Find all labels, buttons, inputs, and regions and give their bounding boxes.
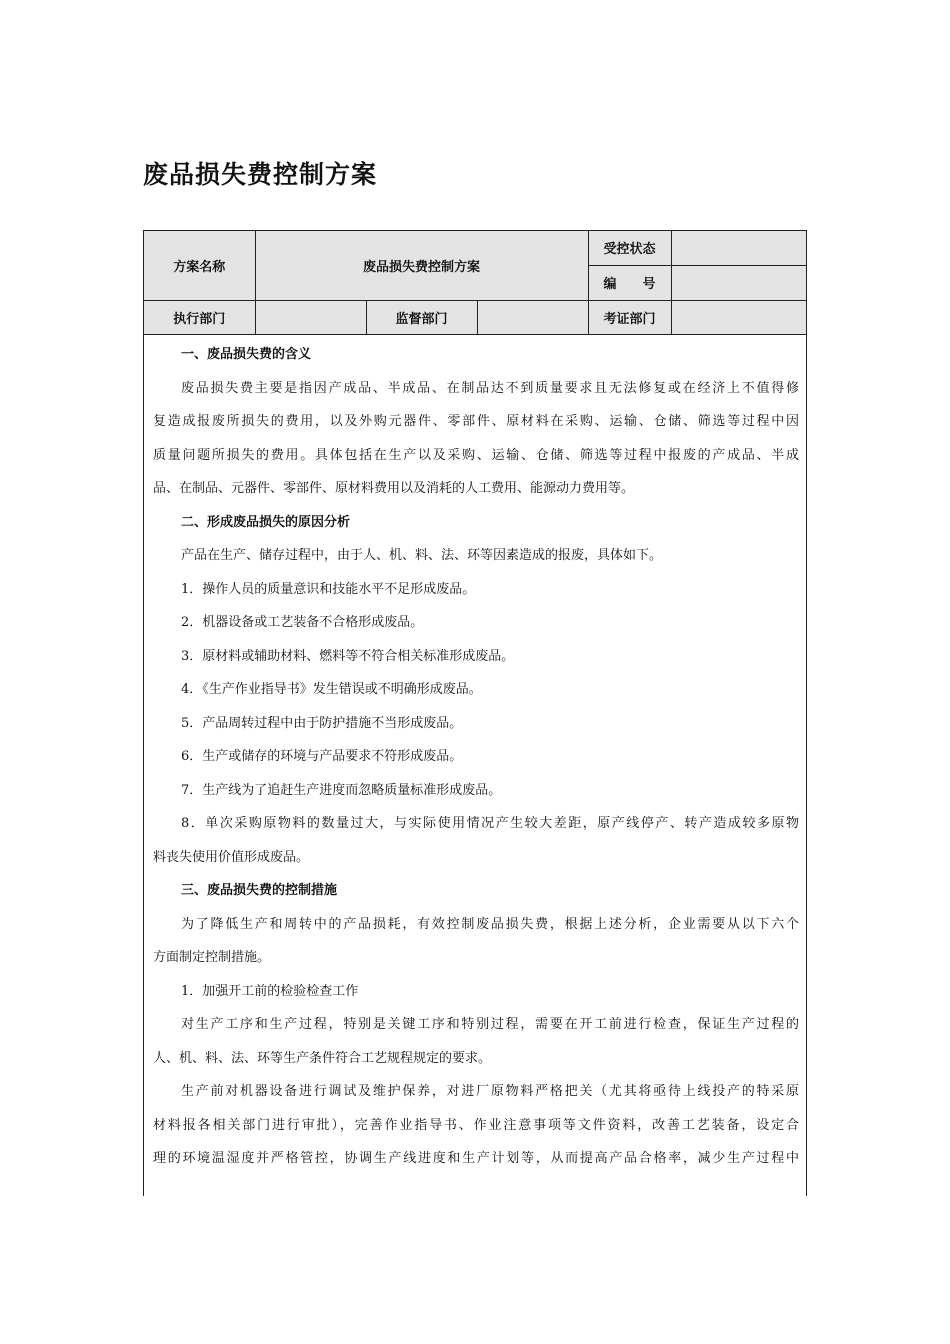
paragraph-line: 料丧失使用价值形成废品。: [153, 849, 310, 865]
paragraph-line: 废品损失费主要是指因产成品、半成品、在制品达不到质量要求且无法修复或在经济上不值得修: [181, 380, 799, 396]
list-item: 8．单次采购原物料的数量过大，与实际使用情况产生较大差距，原产线停产、转产造成较多原物: [181, 816, 799, 831]
list-item: 1．操作人员的质量意识和技能水平不足形成废品。: [181, 581, 476, 597]
paragraph-line: 为了降低生产和周转中的产品损耗，有效控制废品损失费，根据上述分析，企业需要从以下六个: [181, 916, 799, 932]
paragraph-line: 方面制定控制措施。: [153, 950, 271, 965]
measure-heading: 1．加强开工前的检验检查工作: [181, 983, 359, 999]
supervise-dept-value[interactable]: [477, 301, 588, 335]
supervise-dept-label: 监督部门: [366, 301, 477, 335]
number-value[interactable]: [671, 265, 806, 300]
list-item: 3．原材料或辅助材料、燃料等不符合相关标准形成废品。: [181, 648, 515, 664]
list-item: 6．生产或储存的环境与产品要求不符形成废品。: [181, 749, 463, 764]
number-label: 编 号: [588, 265, 671, 300]
page-title: 废品损失费控制方案: [143, 160, 378, 189]
control-status-label: 受控状态: [588, 231, 671, 265]
verify-dept-value[interactable]: [671, 301, 806, 335]
verify-dept-label: 考证部门: [588, 301, 671, 335]
plan-name-label: 方案名称: [144, 231, 255, 301]
list-item: 4．《生产作业指导书》发生错误或不明确形成废品。: [181, 682, 482, 697]
list-item: 5．产品周转过程中由于防护措施不当形成废品。: [181, 715, 463, 731]
plan-form: [143, 230, 807, 1196]
paragraph-line: 人、机、料、法、环等生产条件符合工艺规程规定的要求。: [153, 1050, 492, 1066]
paragraph-line: 品、在制品、元器件、零部件、原材料费用以及消耗的人工费用、能源动力费用等。: [153, 481, 635, 496]
section-2-heading: 二、形成废品损失的原因分析: [181, 514, 351, 530]
paragraph-line: 理的环境温湿度并严格管控，协调生产线进度和生产计划等，从而提高产品合格率，减少生产过程中: [153, 1151, 799, 1166]
list-item: 7．生产线为了追赶生产进度而忽略质量标准形成废品。: [181, 782, 502, 798]
paragraph-line: 材料报各相关部门进行审批），完善作业指导书、作业注意事项等文件资料，改善工艺装备，设定合: [153, 1117, 799, 1133]
paragraph-line: 复造成报废所损失的费用，以及外购元器件、零部件、原材料在采购、运输、仓储、筛选等过程中因: [153, 414, 799, 429]
plan-content: [153, 338, 799, 1176]
exec-dept-label: 执行部门: [144, 301, 255, 335]
plan-header-table: [144, 231, 806, 335]
plan-name-value: 废品损失费控制方案: [255, 231, 588, 301]
control-status-value[interactable]: [671, 231, 806, 265]
paragraph-line: 质量问题所损失的费用。具体包括在生产以及采购、运输、仓储、筛选等过程中报废的产成品、半成: [153, 447, 799, 463]
paragraph-line: 产品在生产、储存过程中，由于人、机、料、法、环等因素造成的报废，具体如下。: [181, 548, 663, 563]
section-3-heading: 三、废品损失费的控制措施: [181, 883, 338, 898]
list-item: 2．机器设备或工艺装备不合格形成废品。: [181, 615, 424, 630]
section-1-heading: 一、废品损失费的含义: [181, 347, 312, 362]
paragraph-line: 对生产工序和生产过程，特别是关键工序和特别过程，需要在开工前进行检查，保证生产过程的: [181, 1017, 799, 1032]
exec-dept-value[interactable]: [255, 301, 366, 335]
paragraph-line: 生产前对机器设备进行调试及维护保养，对进厂原物料严格把关（尤其将亟待上线投产的特采原: [181, 1084, 799, 1099]
